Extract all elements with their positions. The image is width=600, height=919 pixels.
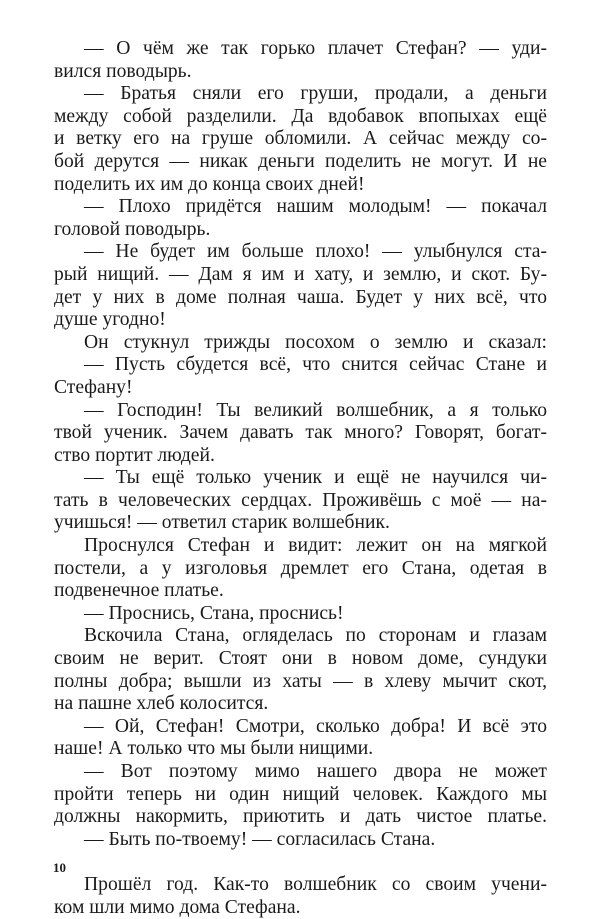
text-line: поделить их им до конца своих дней! <box>54 173 365 195</box>
text-line: Проснулся Стефан и видит: лежит он на мягкой <box>84 535 547 557</box>
text-line: — Ой, Стефан! Смотри, сколько добра! И всё это <box>84 715 547 737</box>
text-line: рый нищий. — Дам я им и хату, и землю, и скот. Бу- <box>54 263 547 285</box>
text-line: постели, а у изголовья дремлет его Стана, одетая в <box>54 557 547 579</box>
text-line: — Пусть сбудется всё, что снится сейчас Стане и <box>84 354 547 376</box>
text-line: своим не верит. Стоят они в новом доме, сундуки <box>54 648 547 670</box>
text-line: головой поводырь. <box>54 218 211 240</box>
text-line: — Не будет им больше плохо! — улыбнулся ста- <box>84 241 547 263</box>
text-line: и ветку его на груше обломили. А сейчас между со- <box>54 128 547 150</box>
text-line: Стефану! <box>54 376 133 398</box>
text-line: — Быть по-твоему! — согласилась Стана. <box>84 828 436 850</box>
text-line: — Господин! Ты великий волшебник, а я только <box>84 399 547 421</box>
text-line: душе угодно! <box>54 309 166 331</box>
page-body <box>54 38 547 919</box>
text-line: между собой разделили. Да вдобавок впопыхах ещё <box>54 105 547 127</box>
text-line: пройти теперь ни один нищий человек. Каждого мы <box>54 783 547 805</box>
text-line: Прошёл год. Как-то волшебник со своим учени- <box>84 873 547 895</box>
text-line: — Проснись, Стана, проснись! <box>84 602 344 624</box>
text-line: твой ученик. Зачем давать так много? Говорят, богат- <box>54 422 547 444</box>
text-line: ком шли мимо дома Стефана. <box>54 896 301 918</box>
text-line: — Ты ещё только ученик и ещё не научился чи- <box>84 467 547 489</box>
text-line: полны добра; вышли из хаты — в хлеву мычит скот, <box>54 670 547 692</box>
text-line: Он стукнул трижды посохом о землю и сказал: <box>84 331 547 353</box>
page-number: 10 <box>53 860 66 875</box>
text-line: бой дерутся — никак деньги поделить не могут. И не <box>54 150 547 172</box>
paragraph-gap <box>54 851 547 874</box>
text-line: должны накормить, приютить и дать чистое платье. <box>54 806 547 828</box>
text-line: — Плохо придётся нашим молодым! — покачал <box>84 196 547 218</box>
text-line: наше! А только что мы были нищими. <box>54 738 374 760</box>
text-line: тать в человеческих сердцах. Проживёшь с моё — на- <box>54 489 547 511</box>
text-line: — Братья сняли его груши, продали, а деньги <box>84 83 547 105</box>
text-line: вился поводырь. <box>54 60 192 82</box>
text-line: на пашне хлеб колосится. <box>54 693 269 715</box>
text-line: подвенечное платье. <box>54 580 224 602</box>
text-line: — О чём же так горько плачет Стефан? — уди- <box>84 38 547 59</box>
text-line: учишься! — ответил старик волшебник. <box>54 512 390 534</box>
text-line: — Вот поэтому мимо нашего двора не может <box>84 761 547 782</box>
text-line: Вскочила Стана, огляделась по сторонам и глазам <box>84 625 547 647</box>
text-line: ство портит людей. <box>54 444 215 466</box>
text-line: дет у них в доме полная чаша. Будет у них всё, что <box>54 286 547 308</box>
